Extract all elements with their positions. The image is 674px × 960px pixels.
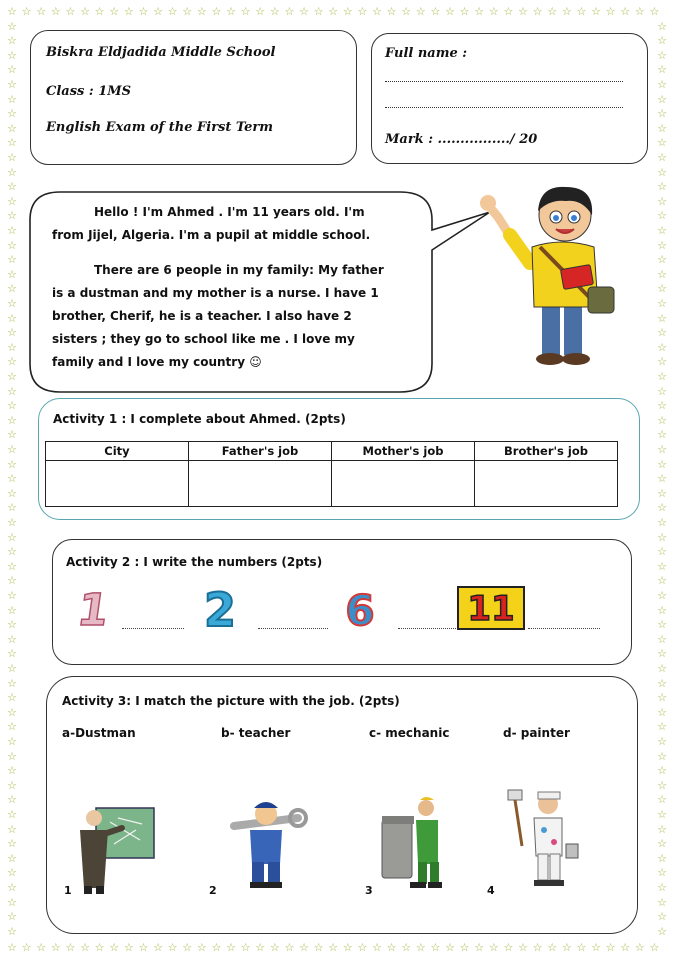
star-decoration: ☆: [591, 941, 601, 954]
star-decoration: ☆: [284, 5, 295, 18]
col-father-job: Father's job: [189, 442, 332, 461]
star-decoration: ☆: [36, 941, 47, 954]
star-decoration: ☆: [657, 34, 667, 48]
star-decoration: ☆: [657, 851, 667, 865]
star-decoration: ☆: [401, 5, 412, 18]
mechanic-picture: [228, 796, 308, 892]
star-decoration: ☆: [7, 662, 17, 675]
star-decoration: ☆: [532, 941, 543, 954]
star-decoration: ☆: [634, 941, 645, 954]
full-name-label: Full name :: [385, 46, 468, 61]
star-decoration: ☆: [474, 941, 485, 954]
star-decoration: ☆: [657, 413, 667, 427]
star-decoration: ☆: [342, 941, 353, 954]
activity-3-title: Activity 3: I match the picture with the job. (2pts): [62, 694, 400, 708]
star-decoration: ☆: [7, 924, 17, 938]
number-one-picture: 1: [74, 585, 112, 636]
star-decoration: ☆: [7, 384, 17, 398]
star-decoration: ☆: [657, 384, 667, 398]
star-decoration: ☆: [657, 735, 667, 748]
star-decoration: ☆: [649, 941, 660, 954]
star-decoration: ☆: [7, 165, 17, 179]
star-decoration: ☆: [7, 209, 17, 223]
speech-line: family and I love my country ☺: [52, 355, 262, 369]
star-decoration: ☆: [488, 941, 499, 954]
star-decoration: ☆: [547, 5, 558, 18]
star-decoration: ☆: [7, 107, 17, 121]
star-decoration: ☆: [7, 705, 17, 719]
star-decoration: ☆: [7, 866, 17, 880]
star-decoration: ☆: [657, 92, 667, 106]
star-decoration: ☆: [474, 5, 485, 18]
star-decoration: ☆: [657, 589, 667, 602]
star-decoration: ☆: [7, 545, 17, 559]
star-decoration: ☆: [299, 941, 309, 954]
number-six-picture: 6: [345, 586, 375, 635]
star-decoration: ☆: [657, 691, 667, 705]
star-decoration: ☆: [7, 311, 17, 325]
class-label: Class : 1MS: [46, 84, 132, 99]
star-decoration: ☆: [7, 326, 17, 340]
job-option-mechanic: c- mechanic: [369, 726, 450, 740]
speech-line: There are 6 people in my family: My father: [94, 263, 384, 277]
star-decoration: ☆: [109, 5, 120, 18]
star-decoration: ☆: [657, 48, 667, 62]
star-decoration: ☆: [657, 194, 667, 208]
answer-blank-1[interactable]: [122, 628, 184, 629]
speech-line: from Jijel, Algeria. I'm a pupil at middle school.: [52, 228, 371, 242]
star-decoration: ☆: [65, 5, 76, 18]
star-decoration: ☆: [123, 5, 134, 18]
star-decoration: ☆: [7, 224, 17, 237]
col-mother-job: Mother's job: [332, 442, 475, 461]
star-decoration: ☆: [7, 632, 17, 646]
star-decoration: ☆: [620, 941, 631, 954]
star-decoration: ☆: [649, 5, 660, 18]
star-decoration: ☆: [657, 253, 667, 267]
star-decoration: ☆: [657, 428, 667, 442]
star-decoration: ☆: [657, 63, 667, 77]
star-decoration: ☆: [7, 589, 17, 602]
star-decoration: ☆: [657, 574, 667, 588]
picture-number-1: 1: [64, 884, 72, 897]
picture-number-4: 4: [487, 884, 495, 897]
star-decoration: ☆: [657, 793, 667, 807]
star-decoration: ☆: [138, 5, 149, 18]
star-decoration: ☆: [657, 165, 667, 179]
star-decoration: ☆: [657, 516, 667, 529]
star-decoration: ☆: [657, 282, 667, 296]
star-decoration: ☆: [657, 326, 667, 340]
star-decoration: ☆: [7, 121, 17, 135]
star-decoration: ☆: [657, 662, 667, 675]
speech-line: is a dustman and my mother is a nurse. I have 1: [52, 286, 379, 300]
star-decoration: ☆: [657, 545, 667, 559]
star-decoration: ☆: [657, 603, 667, 617]
star-decoration: ☆: [657, 881, 667, 894]
star-decoration: ☆: [7, 895, 17, 909]
star-decoration: ☆: [547, 941, 558, 954]
speech-line: sisters ; they go to school like me . I love my: [52, 332, 355, 346]
star-decoration: ☆: [7, 340, 17, 354]
star-decoration: ☆: [7, 63, 17, 77]
star-decoration: ☆: [561, 941, 572, 954]
star-decoration: ☆: [372, 941, 382, 954]
star-decoration: ☆: [313, 5, 324, 18]
ahmed-info-table: [45, 441, 618, 507]
star-decoration: ☆: [94, 5, 105, 18]
star-decoration: ☆: [284, 941, 295, 954]
star-decoration: ☆: [7, 808, 17, 821]
star-decoration: ☆: [226, 5, 236, 18]
star-decoration: ☆: [7, 267, 17, 281]
picture-number-3: 3: [365, 884, 373, 897]
star-decoration: ☆: [328, 5, 339, 18]
star-decoration: ☆: [357, 941, 368, 954]
star-decoration: ☆: [657, 764, 667, 778]
star-decoration: ☆: [7, 647, 17, 661]
star-decoration: ☆: [657, 151, 667, 164]
star-decoration: ☆: [7, 516, 17, 529]
star-decoration: ☆: [240, 941, 251, 954]
star-decoration: ☆: [7, 735, 17, 748]
star-decoration: ☆: [415, 5, 426, 18]
star-decoration: ☆: [657, 311, 667, 325]
star-decoration: ☆: [7, 501, 17, 515]
star-decoration: ☆: [657, 559, 667, 573]
star-decoration: ☆: [657, 720, 667, 734]
star-decoration: ☆: [657, 340, 667, 354]
star-decoration: ☆: [488, 5, 499, 18]
star-decoration: ☆: [182, 5, 193, 18]
star-decoration: ☆: [7, 603, 17, 617]
star-decoration: ☆: [591, 5, 601, 18]
star-decoration: ☆: [7, 559, 17, 573]
star-decoration: ☆: [657, 486, 667, 500]
star-decoration: ☆: [7, 749, 17, 763]
star-decoration: ☆: [657, 530, 667, 544]
star-decoration: ☆: [7, 78, 17, 91]
star-decoration: ☆: [255, 5, 266, 18]
teacher-picture: [70, 800, 160, 896]
star-decoration: ☆: [7, 443, 17, 456]
star-decoration: ☆: [657, 209, 667, 223]
star-decoration: ☆: [7, 457, 17, 471]
star-decoration: ☆: [328, 941, 339, 954]
boy-illustration: [470, 175, 620, 375]
star-decoration: ☆: [657, 355, 667, 369]
answer-blank-3[interactable]: [398, 628, 456, 629]
star-decoration: ☆: [299, 5, 309, 18]
answer-blank-2[interactable]: [258, 628, 328, 629]
star-decoration: ☆: [657, 749, 667, 763]
star-decoration: ☆: [657, 822, 667, 836]
number-eleven-picture: [457, 586, 525, 630]
star-decoration: ☆: [167, 941, 178, 954]
star-decoration: ☆: [269, 5, 280, 18]
star-decoration: ☆: [657, 632, 667, 646]
star-decoration: ☆: [196, 941, 207, 954]
father-job-answer-cell[interactable]: [189, 461, 332, 507]
star-decoration: ☆: [657, 121, 667, 135]
speech-line: brother, Cherif, he is a teacher. I also have 2: [52, 309, 352, 323]
star-decoration: ☆: [657, 501, 667, 515]
star-decoration: ☆: [657, 107, 667, 121]
star-decoration: ☆: [430, 5, 441, 18]
star-decoration: ☆: [372, 5, 382, 18]
exam-title: English Exam of the First Term: [46, 120, 273, 135]
star-decoration: ☆: [7, 370, 17, 383]
star-decoration: ☆: [518, 5, 528, 18]
star-decoration: ☆: [138, 941, 149, 954]
city-answer-cell[interactable]: [46, 461, 189, 507]
star-decoration: ☆: [7, 48, 17, 62]
star-decoration: ☆: [657, 443, 667, 456]
star-decoration: ☆: [357, 5, 368, 18]
star-decoration: ☆: [386, 5, 397, 18]
star-decoration: ☆: [7, 253, 17, 267]
star-decoration: ☆: [503, 941, 514, 954]
star-decoration: ☆: [657, 705, 667, 719]
star-decoration: ☆: [7, 399, 17, 413]
star-decoration: ☆: [240, 5, 251, 18]
star-decoration: ☆: [7, 764, 17, 778]
star-decoration: ☆: [7, 837, 17, 851]
star-decoration: ☆: [657, 224, 667, 237]
star-decoration: ☆: [7, 194, 17, 208]
star-decoration: ☆: [21, 941, 32, 954]
star-decoration: ☆: [65, 941, 76, 954]
star-decoration: ☆: [657, 866, 667, 880]
star-decoration: ☆: [167, 5, 178, 18]
star-decoration: ☆: [7, 486, 17, 500]
star-decoration: ☆: [7, 238, 17, 252]
star-decoration: ☆: [657, 910, 667, 924]
star-decoration: ☆: [7, 941, 17, 954]
star-decoration: ☆: [7, 92, 17, 106]
star-decoration: ☆: [94, 941, 105, 954]
star-decoration: ☆: [576, 5, 587, 18]
star-decoration: ☆: [342, 5, 353, 18]
star-decoration: ☆: [459, 5, 470, 18]
star-decoration: ☆: [386, 941, 397, 954]
star-decoration: ☆: [313, 941, 324, 954]
star-decoration: ☆: [657, 180, 667, 194]
star-decoration: ☆: [80, 941, 90, 954]
star-decoration: ☆: [605, 5, 616, 18]
star-decoration: ☆: [401, 941, 412, 954]
star-decoration: ☆: [605, 941, 616, 954]
star-decoration: ☆: [255, 941, 266, 954]
star-decoration: ☆: [7, 574, 17, 588]
star-decoration: ☆: [123, 941, 134, 954]
star-decoration: ☆: [657, 136, 667, 150]
star-decoration: ☆: [7, 793, 17, 807]
star-decoration: ☆: [211, 941, 222, 954]
col-city: City: [46, 442, 189, 461]
star-decoration: ☆: [269, 941, 280, 954]
job-option-dustman: a-Dustman: [62, 726, 136, 740]
star-decoration: ☆: [36, 5, 47, 18]
star-decoration: ☆: [657, 618, 667, 632]
star-decoration: ☆: [50, 5, 61, 18]
star-decoration: ☆: [7, 530, 17, 544]
star-decoration: ☆: [532, 5, 543, 18]
star-decoration: ☆: [459, 941, 470, 954]
star-decoration: ☆: [7, 822, 17, 836]
star-decoration: ☆: [7, 180, 17, 194]
star-decoration: ☆: [7, 691, 17, 705]
star-decoration: ☆: [182, 941, 193, 954]
star-decoration: ☆: [634, 5, 645, 18]
star-decoration: ☆: [430, 941, 441, 954]
school-name: Biskra Eldjadida Middle School: [46, 45, 276, 60]
star-decoration: ☆: [561, 5, 572, 18]
star-decoration: ☆: [657, 238, 667, 252]
star-decoration: ☆: [657, 837, 667, 851]
star-decoration: ☆: [7, 618, 17, 632]
star-decoration: ☆: [657, 647, 667, 661]
star-decoration: ☆: [657, 924, 667, 938]
star-decoration: ☆: [657, 399, 667, 413]
star-decoration: ☆: [7, 881, 17, 894]
star-decoration: ☆: [7, 428, 17, 442]
number-two-picture: 2: [203, 583, 236, 637]
star-decoration: ☆: [7, 34, 17, 48]
star-decoration: ☆: [657, 267, 667, 281]
activity-1-title: Activity 1 : I complete about Ahmed. (2pts): [53, 412, 346, 426]
star-decoration: ☆: [50, 941, 61, 954]
star-decoration: ☆: [7, 282, 17, 296]
picture-number-2: 2: [209, 884, 217, 897]
star-decoration: ☆: [657, 457, 667, 471]
answer-blank-4[interactable]: [528, 628, 600, 629]
star-decoration: ☆: [445, 941, 455, 954]
number-eleven-digits: 11: [467, 589, 515, 629]
star-decoration: ☆: [7, 720, 17, 734]
star-decoration: ☆: [7, 19, 17, 33]
mother-job-answer-cell[interactable]: [332, 461, 475, 507]
star-decoration: ☆: [7, 151, 17, 164]
star-decoration: ☆: [7, 297, 17, 310]
star-decoration: ☆: [7, 136, 17, 150]
dustman-picture: [378, 794, 448, 892]
star-decoration: ☆: [620, 5, 631, 18]
star-decoration: ☆: [657, 778, 667, 792]
brother-job-answer-cell[interactable]: [475, 461, 618, 507]
col-brother-job: Brother's job: [475, 442, 618, 461]
star-decoration: ☆: [657, 19, 667, 33]
star-decoration: ☆: [196, 5, 207, 18]
star-decoration: ☆: [657, 297, 667, 310]
star-decoration: ☆: [657, 808, 667, 821]
star-decoration: ☆: [657, 676, 667, 690]
star-decoration: ☆: [657, 370, 667, 383]
star-decoration: ☆: [657, 78, 667, 91]
star-decoration: ☆: [153, 941, 163, 954]
star-decoration: ☆: [7, 5, 17, 18]
star-decoration: ☆: [7, 472, 17, 486]
star-decoration: ☆: [657, 472, 667, 486]
star-decoration: ☆: [211, 5, 222, 18]
star-decoration: ☆: [415, 941, 426, 954]
star-decoration: ☆: [576, 941, 587, 954]
star-decoration: ☆: [7, 851, 17, 865]
star-decoration: ☆: [80, 5, 90, 18]
star-decoration: ☆: [7, 910, 17, 924]
painter-picture: [500, 786, 590, 892]
job-option-painter: d- painter: [503, 726, 570, 740]
speech-line: Hello ! I'm Ahmed . I'm 11 years old. I'm: [94, 205, 365, 219]
star-decoration: ☆: [153, 5, 163, 18]
star-decoration: ☆: [657, 895, 667, 909]
star-decoration: ☆: [445, 5, 455, 18]
star-decoration: ☆: [7, 778, 17, 792]
star-decoration: ☆: [109, 941, 120, 954]
star-decoration: ☆: [7, 676, 17, 690]
mark-label: Mark : ................/ 20: [385, 132, 538, 147]
activity-2-title: Activity 2 : I write the numbers (2pts): [66, 555, 323, 569]
star-decoration: ☆: [21, 5, 32, 18]
star-decoration: ☆: [503, 5, 514, 18]
star-decoration: ☆: [226, 941, 236, 954]
job-option-teacher: b- teacher: [221, 726, 291, 740]
star-decoration: ☆: [518, 941, 528, 954]
star-decoration: ☆: [7, 355, 17, 369]
star-decoration: ☆: [7, 413, 17, 427]
